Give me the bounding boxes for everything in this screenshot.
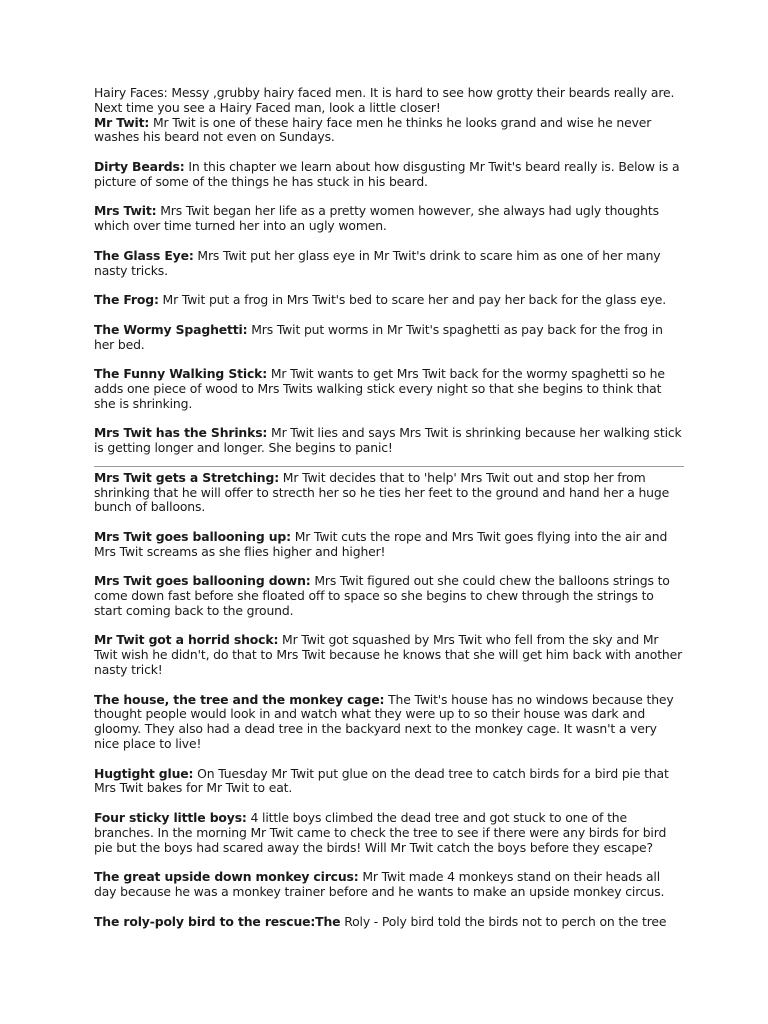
entry-dirty-beards (94, 160, 684, 190)
entry-text: Mr Twit made 4 monkeys stand on their heads all day because he was a monkey trainer before and he wants to make an upside monkey circus. (94, 869, 665, 900)
entry-text: Mr Twit cuts the rope and Mrs Twit goes flying into the air and Mrs Twit screams as she flies higher and higher! (94, 528, 668, 559)
entry-text: Messy ,grubby hairy faced men. It is hard to see how grotty their beards really are. Next time you see a Hairy Faced man, look a little closer! (94, 85, 675, 115)
entry-term: Dirty Beards: (94, 158, 185, 174)
entry-mr-twit (94, 116, 684, 146)
entry-text: Mr Twit put a frog in Mrs Twit's bed to scare her and pay her back for the glass eye. (158, 292, 667, 308)
entry-text: Mrs Twit put her glass eye in Mr Twit's drink to scare him as one of her many nasty tricks. (94, 247, 661, 278)
document-page (94, 86, 684, 929)
entry-horrid-shock (94, 633, 684, 677)
entry-term: The roly-poly bird to the rescue:The (94, 913, 341, 929)
entry-text: The Twit's house has no windows because they thought people would look in and watch what they were up to so their house was dark and gloomy. They also had a dead tree in the backyard next to the monkey cage. It wasn't a very nice place to live! (94, 691, 674, 752)
entry-text: Roly - Poly bird told the birds not to perch on the tree (340, 913, 667, 929)
entry-frog (94, 293, 684, 308)
entry-monkey-circus (94, 870, 684, 900)
entry-text: Mrs Twit figured out she could chew the balloons strings to come down fast before she floated off to space so she begins to chew through the strings to start coming back to the ground. (94, 573, 670, 618)
entry-wormy-spaghetti (94, 323, 684, 353)
entry-ballooning-up (94, 530, 684, 560)
entry-term: Mr Twit: (94, 114, 150, 130)
entry-hairy-faces (94, 86, 684, 116)
entry-glass-eye (94, 249, 684, 279)
entry-text: On Tuesday Mr Twit put glue on the dead tree to catch birds for a bird pie that Mrs Twit bakes for Mr Twit to eat. (94, 765, 669, 796)
entry-term: Mrs Twit gets a Stretching: (94, 469, 280, 485)
entry-text: Mr Twit decides that to 'help' Mrs Twit out and stop her from shrinking that he will offer to strecth her so he ties her feet to the ground and hand her a huge bunch of balloons. (94, 469, 670, 515)
entry-term: Hairy Faces: (94, 85, 168, 100)
entry-term: The great upside down monkey circus: (94, 869, 359, 885)
page-break-divider (94, 466, 684, 467)
entry-text: Mr Twit wants to get Mrs Twit back for the wormy spaghetti so he adds one piece of wood to Mrs Twits walking stick every night so that she begins to think that she is shrinking. (94, 366, 665, 411)
entry-text: Mrs Twit began her life as a pretty women however, she always had ugly thoughts which over time turned her into an ugly women. (94, 203, 659, 234)
entry-term: Hugtight glue: (94, 765, 194, 781)
entry-term: The Funny Walking Stick: (94, 366, 268, 382)
entry-sticky-boys (94, 811, 684, 855)
entry-shrinks (94, 426, 684, 456)
entry-text: Mr Twit got squashed by Mrs Twit who fell from the sky and Mr Twit wish he didn't, do that to Mrs Twit because he knows that she will get him back with another nasty trick! (94, 632, 683, 678)
entry-term: Mr Twit got a horrid shock: (94, 632, 279, 648)
entry-text: Mrs Twit put worms in Mr Twit's spaghetti as pay back for the frog in her bed. (94, 321, 663, 352)
entry-term: The Wormy Spaghetti: (94, 321, 248, 337)
entry-term: Mrs Twit goes ballooning down: (94, 573, 311, 589)
entry-house-tree-cage (94, 693, 684, 752)
entry-hugtight-glue (94, 767, 684, 797)
entry-text: 4 little boys climbed the dead tree and got stuck to one of the branches. In the morning Mr Twit came to check the tree to see if there were any birds for bird pie but the boys had scared away the birds! Will Mr Twit catch the boys before they escape? (94, 810, 667, 855)
entry-term: Mrs Twit: (94, 203, 157, 219)
entry-text: In this chapter we learn about how disgusting Mr Twit's beard really is. Below is a picture of some of the things he has stuck in his beard. (94, 158, 680, 189)
entry-term: Mrs Twit goes ballooning up: (94, 528, 291, 544)
entry-text: Mr Twit lies and says Mrs Twit is shrinking because her walking stick is getting longer and longer. She begins to panic! (94, 425, 682, 456)
entry-text: Mr Twit is one of these hairy face men he thinks he looks grand and wise he never washes his beard not even on Sundays. (94, 114, 652, 145)
entry-term: Mrs Twit has the Shrinks: (94, 425, 268, 441)
entry-ballooning-down (94, 574, 684, 618)
entry-term: The Glass Eye: (94, 247, 194, 263)
entry-term: The Frog: (94, 292, 159, 308)
entry-term: Four sticky little boys: (94, 810, 247, 826)
entry-mrs-twit (94, 204, 684, 234)
entry-term: The house, the tree and the monkey cage: (94, 691, 385, 707)
entry-stretching (94, 471, 684, 515)
entry-roly-poly-bird (94, 915, 684, 930)
entry-funny-walking-stick (94, 367, 684, 411)
